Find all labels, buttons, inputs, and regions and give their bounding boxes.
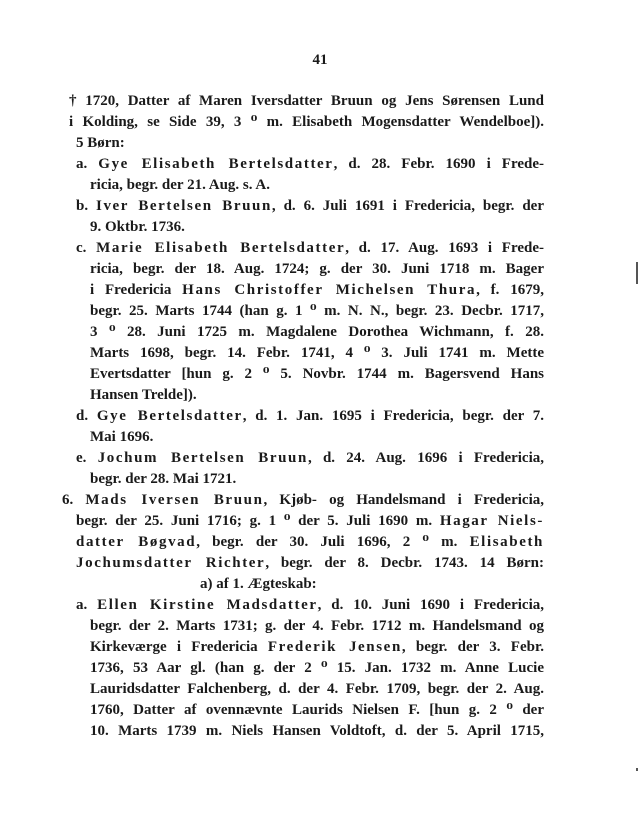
text-line: 9. Oktbr. 1736. (90, 219, 185, 235)
text-line: 3 ⁰ 28. Juni 1725 m. Magdalene Dorothea Wichmann, f. 28. (90, 324, 544, 340)
text-line: datter Bøgvad, begr. der 30. Juli 1696, 2 ⁰ m. Elisabeth (76, 534, 544, 550)
text-line: e. Jochum Bertelsen Bruun, d. 24. Aug. 1696 i Fredericia, (76, 450, 544, 466)
text-line: begr. der 28. Mai 1721. (90, 471, 237, 487)
text-line: Evertsdatter [hun g. 2 ⁰ 5. Novbr. 1744 m. Bagersvend Hans (90, 366, 544, 382)
text-line: a) af 1. Ægteskab: (200, 576, 317, 592)
text-line: 1760, Datter af ovennævnte Laurids Nielsen F. [hun g. 2 ⁰ der (90, 702, 544, 718)
scan-mark (636, 262, 638, 284)
text-line: i Kolding, se Side 39, 3 ⁰ m. Elisabeth Mogensdatter Wendelboe]). (69, 114, 544, 130)
page-number: 41 (312, 52, 328, 68)
text-line: d. Gye Bertelsdatter, d. 1. Jan. 1695 i Fredericia, begr. der 7. (76, 408, 544, 424)
text-line: begr. der 2. Marts 1731; g. der 4. Febr. 1712 m. Handelsmand og (90, 618, 544, 634)
text-line: Hansen Trelde]). (90, 387, 197, 403)
text-line: a. Gye Elisabeth Bertelsdatter, d. 28. Febr. 1690 i Frede- (76, 156, 544, 172)
text-line: Jochumsdatter Richter, begr. der 8. Decbr. 1743. 14 Børn: (76, 555, 544, 571)
text-line: b. Iver Bertelsen Bruun, d. 6. Juli 1691 i Fredericia, begr. der (76, 198, 544, 214)
text-line: 1736, 53 Aar gl. (han g. der 2 ⁰ 15. Jan. 1732 m. Anne Lucie (90, 660, 544, 676)
text-line: begr. der 25. Juni 1716; g. 1 ⁰ der 5. Juli 1690 m. Hagar Niels- (76, 513, 544, 529)
text-line: Mai 1696. (90, 429, 154, 445)
scan-mark (636, 768, 638, 771)
text-line: c. Marie Elisabeth Bertelsdatter, d. 17. Aug. 1693 i Frede- (76, 240, 544, 256)
text-line: 10. Marts 1739 m. Niels Hansen Voldtoft, d. der 5. April 1715, (90, 723, 544, 739)
text-line: Lauridsdatter Falchenberg, d. der 4. Febr. 1709, begr. der 2. Aug. (90, 681, 544, 697)
text-line: ricia, begr. der 18. Aug. 1724; g. der 30. Juni 1718 m. Bager (90, 261, 544, 277)
text-line: begr. 25. Marts 1744 (han g. 1 ⁰ m. N. N., begr. 23. Decbr. 1717, (90, 303, 544, 319)
text-line: 5 Børn: (76, 135, 125, 151)
text-line: i Fredericia Hans Christoffer Michelsen Thura, f. 1679, (90, 282, 544, 298)
text-line: 6. Mads Iversen Bruun, Kjøb- og Handelsmand i Fredericia, (62, 492, 544, 508)
text-line: Kirkeværge i Fredericia Frederik Jensen, begr. der 3. Febr. (90, 639, 544, 655)
text-line: ricia, begr. der 21. Aug. s. A. (90, 177, 271, 193)
text-line: Marts 1698, begr. 14. Febr. 1741, 4 ⁰ 3. Juli 1741 m. Mette (90, 345, 544, 361)
text-line: † 1720, Datter af Maren Iversdatter Bruun og Jens Sørensen Lund (69, 93, 544, 109)
text-line: a. Ellen Kirstine Madsdatter, d. 10. Juni 1690 i Fredericia, (76, 597, 544, 613)
